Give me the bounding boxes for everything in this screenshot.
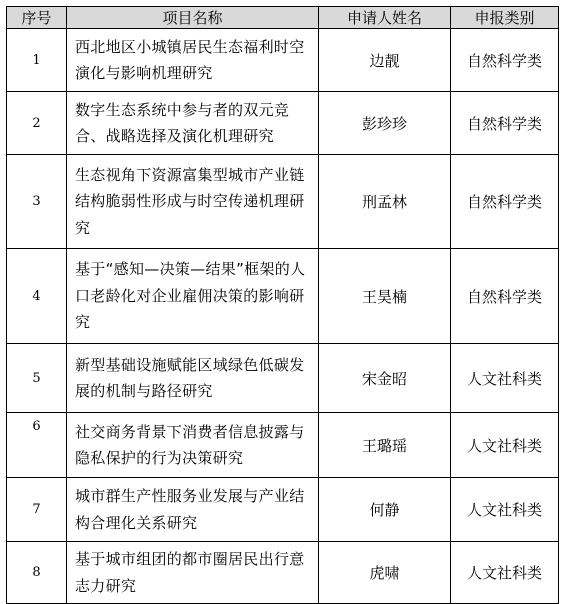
table-row xyxy=(7,249,559,344)
row-number: 8 xyxy=(7,542,67,604)
applicant-name: 刑孟林 xyxy=(319,155,451,249)
table-row xyxy=(7,29,559,92)
applicant-name: 王昊楠 xyxy=(319,249,451,344)
project-title: 城市群生产性服务业发展与产业结构合理化关系研究 xyxy=(67,478,319,542)
project-category: 人文社科类 xyxy=(451,344,559,413)
row-number: 2 xyxy=(7,92,67,155)
table-header-row xyxy=(7,7,559,29)
project-category: 自然科学类 xyxy=(451,249,559,344)
project-table xyxy=(6,6,559,604)
project-title: 生态视角下资源富集型城市产业链结构脆弱性形成与时空传递机理研究 xyxy=(67,155,319,249)
project-category: 自然科学类 xyxy=(451,92,559,155)
table-row xyxy=(7,413,559,478)
project-title: 基于“感知—决策—结果”框架的人口老龄化对企业雇佣决策的影响研究 xyxy=(67,249,319,344)
row-number: 1 xyxy=(7,29,67,92)
project-category: 人文社科类 xyxy=(451,542,559,604)
header-project-name: 项目名称 xyxy=(67,7,319,29)
row-number: 3 xyxy=(7,155,67,249)
project-title: 新型基础设施赋能区域绿色低碳发展的机制与路径研究 xyxy=(67,344,319,413)
row-number: 7 xyxy=(7,478,67,542)
project-category: 自然科学类 xyxy=(451,29,559,92)
applicant-name: 彭珍珍 xyxy=(319,92,451,155)
table-row xyxy=(7,478,559,542)
project-category: 自然科学类 xyxy=(451,155,559,249)
applicant-name: 边靓 xyxy=(319,29,451,92)
applicant-name: 何静 xyxy=(319,478,451,542)
row-number: 4 xyxy=(7,249,67,344)
table-row xyxy=(7,155,559,249)
project-category: 人文社科类 xyxy=(451,413,559,478)
project-title: 西北地区小城镇居民生态福利时空演化与影响机理研究 xyxy=(67,29,319,92)
project-title: 数字生态系统中参与者的双元竞合、战略选择及演化机理研究 xyxy=(67,92,319,155)
header-serial-number: 序号 xyxy=(7,7,67,29)
project-title: 基于城市组团的都市圈居民出行意志力研究 xyxy=(67,542,319,604)
applicant-name: 虎啸 xyxy=(319,542,451,604)
header-category: 申报类别 xyxy=(451,7,559,29)
applicant-name: 王璐瑶 xyxy=(319,413,451,478)
table-row xyxy=(7,542,559,604)
applicant-name: 宋金昭 xyxy=(319,344,451,413)
project-title: 社交商务背景下消费者信息披露与隐私保护的行为决策研究 xyxy=(67,413,319,478)
row-number: 5 xyxy=(7,344,67,413)
row-number: 6 xyxy=(7,413,67,478)
table-row xyxy=(7,344,559,413)
header-applicant-name: 申请人姓名 xyxy=(319,7,451,29)
project-category: 人文社科类 xyxy=(451,478,559,542)
table-row xyxy=(7,92,559,155)
